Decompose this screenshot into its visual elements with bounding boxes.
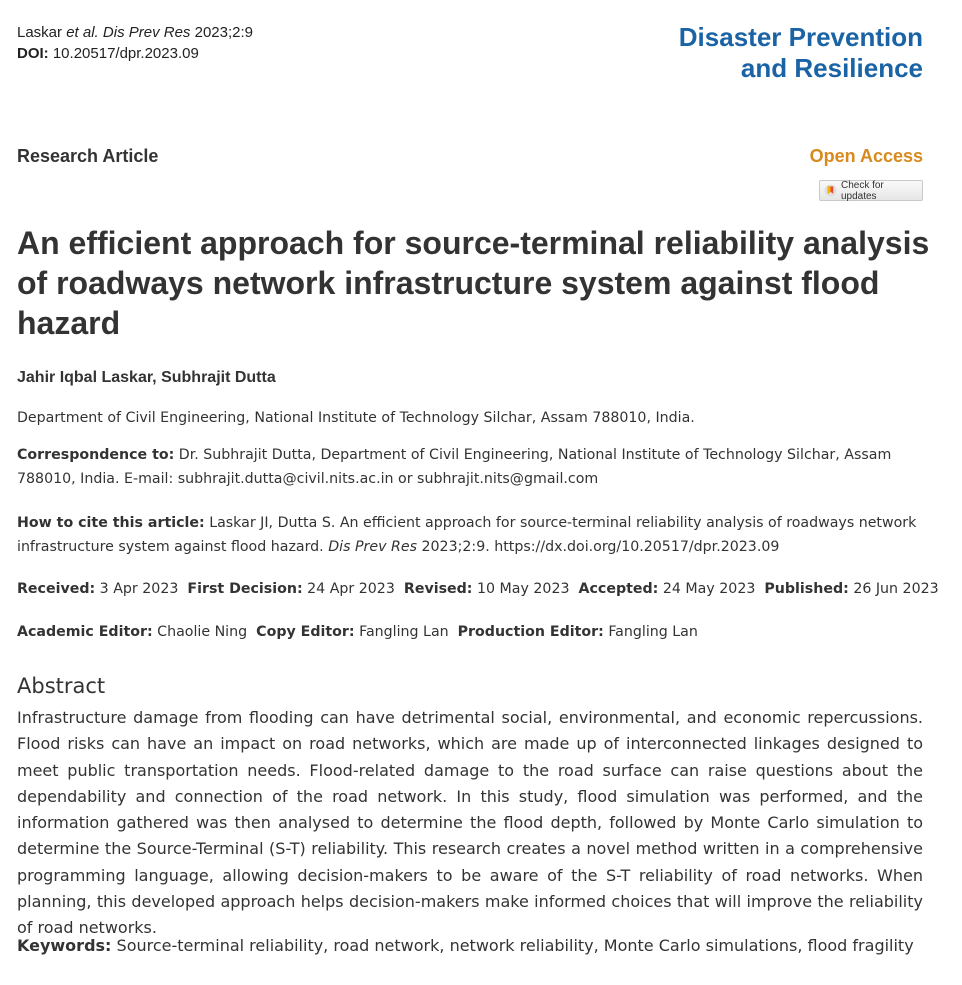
journal-name-line1: Disaster Prevention — [678, 22, 923, 52]
header-citation — [17, 22, 253, 64]
copy-editor: Fangling Lan — [359, 624, 449, 640]
received-date: 3 Apr 2023 — [99, 581, 179, 597]
correspondence-label: Correspondence to: — [17, 447, 175, 463]
production-editor: Fangling Lan — [608, 624, 698, 640]
author-list: Jahir Iqbal Laskar, Subhrajit Dutta — [17, 369, 276, 386]
open-access-label: Open Access — [809, 146, 923, 166]
how-to-cite-label: How to cite this article: — [17, 515, 205, 531]
crossmark-icon — [824, 184, 837, 197]
published-label: Published: — [764, 581, 849, 597]
abstract-heading: Abstract — [17, 674, 106, 698]
citation-volume: 2023;2:9 — [194, 24, 253, 41]
check-for-updates-button[interactable] — [819, 180, 923, 201]
received-label: Received: — [17, 581, 96, 597]
keywords-text: Source-terminal reliability, road network, network reliability, Monte Carlo simulations, flood fragility — [116, 936, 914, 955]
doi-label: DOI: — [17, 45, 49, 62]
abstract-text: Infrastructure damage from flooding can have detrimental social, environmental, and economic repercussions. Flood risks can have an impact on road networks, which are made up of interconnected linkages designed to meet public transportation needs. Flood-related damage to the road surface can raise questions about the dependability and connection of the road network. In this study, flood simulation was performed, and the information gathered was then analysed to determine the flood depth, followed by Monte Carlo simulation to determine the Source-Terminal (S-T) reliability. This research creates a novel method written in a comprehensive programming language, allowing decision-makers to be aware of the S-T reliability of road networks. When planning, this developed approach helps decision-makers make informed choices that will improve the reliability of road networks. — [17, 708, 923, 938]
academic-editor-label: Academic Editor: — [17, 624, 153, 640]
article-title: An efficient approach for source-terminal reliability analysis of roadways network infrastructure system against flood hazard — [17, 225, 930, 341]
copy-editor-label: Copy Editor: — [256, 624, 355, 640]
citation-line — [17, 22, 253, 43]
production-editor-label: Production Editor: — [457, 624, 604, 640]
citation-author: Laskar — [17, 24, 63, 41]
citation-journal: Dis Prev Res — [102, 24, 191, 41]
how-to-cite-text: Laskar JI, Dutta S. An efficient approach for source-terminal reliability analysis of roadways network infrastructure system against flood hazard. — [17, 515, 917, 555]
published-date: 26 Jun 2023 — [853, 581, 939, 597]
how-to-cite-journal: Dis Prev Res — [328, 539, 417, 555]
dates-line — [17, 577, 939, 601]
first-decision-label: First Decision: — [187, 581, 303, 597]
revised-date: 10 May 2023 — [476, 581, 570, 597]
keywords-label: Keywords: — [17, 936, 112, 955]
affiliation: Department of Civil Engineering, National Institute of Technology Silchar, Assam 788010, India. — [17, 410, 695, 426]
revised-label: Revised: — [403, 581, 473, 597]
journal-name-line2: and Resilience — [740, 53, 923, 83]
how-to-cite — [17, 511, 932, 559]
accepted-date: 24 May 2023 — [662, 581, 756, 597]
doi-line — [17, 43, 253, 64]
correspondence-text: Dr. Subhrajit Dutta, Department of Civil Engineering, National Institute of Technology Silchar, Assam 788010, India. E-mail: subhrajit.dutta@civil.nits.ac.in or subhrajit.nits@gmail.com — [17, 447, 892, 487]
citation-etal: et al. — [66, 24, 99, 41]
keywords — [17, 934, 932, 958]
journal-name — [679, 22, 923, 84]
editors-line — [17, 620, 698, 644]
doi-value[interactable]: 10.20517/dpr.2023.09 — [52, 45, 199, 62]
how-to-cite-doi[interactable]: 2023;2:9. https://dx.doi.org/10.20517/dpr.2023.09 — [421, 539, 780, 555]
check-for-updates-label: Check for updates — [840, 179, 884, 202]
accepted-label: Accepted: — [578, 581, 659, 597]
correspondence — [17, 443, 932, 491]
academic-editor: Chaolie Ning — [157, 624, 248, 640]
article-type: Research Article — [17, 146, 159, 166]
first-decision-date: 24 Apr 2023 — [307, 581, 395, 597]
